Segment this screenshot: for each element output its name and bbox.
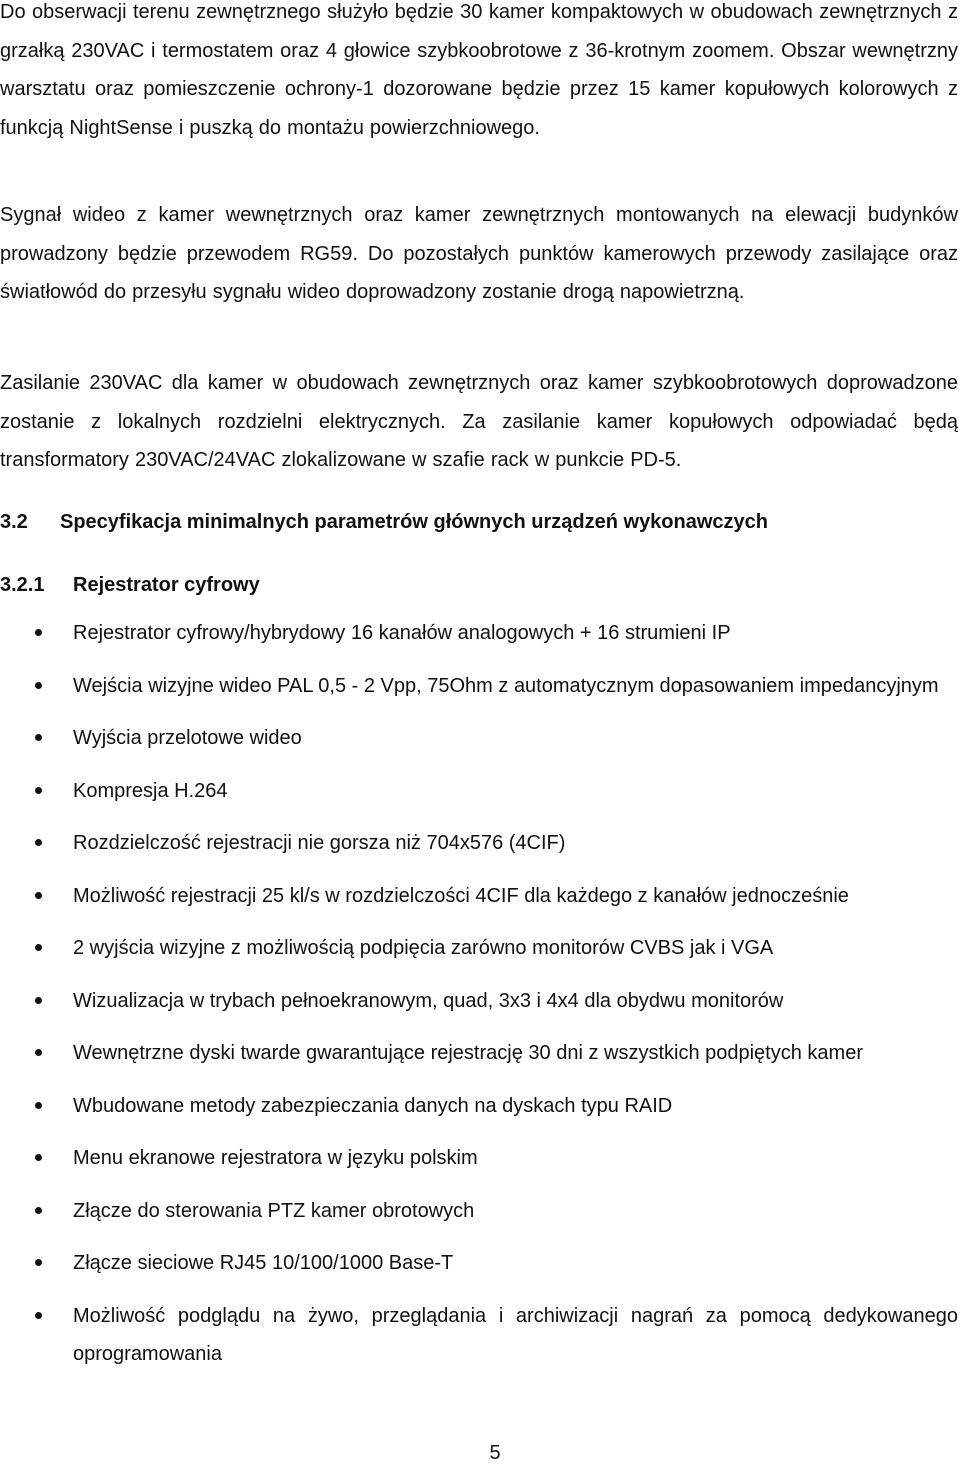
list-item [0, 1244, 958, 1282]
page-number: 5 [489, 1442, 501, 1464]
subsection-number: 3.2.1 [0, 574, 45, 596]
list-item-text: Rozdzielczość rejestracji nie gorsza niż 704x576 (4CIF) [73, 832, 566, 854]
bullet-icon [35, 629, 42, 636]
paragraph-video-signal: Sygnał wideo z kamer wewnętrznych oraz kamer zewnętrznych montowanych na elewacji budynków prowadzony będzie przewodem RG59. Do pozostałych punktów kamerowych przewody zasilające oraz światłowód do przesyłu sygnału wideo doprowadzony zostanie drogą napowietrzną. [0, 204, 958, 303]
list-item [0, 1139, 958, 1177]
list-item [0, 772, 958, 810]
subsection-title: Rejestrator cyfrowy [73, 574, 260, 596]
bullet-icon [35, 734, 42, 741]
list-item-text: 2 wyjścia wizyjne z możliwością podpięcia zarówno monitorów CVBS jak i VGA [73, 937, 774, 959]
list-item-text: Menu ekranowe rejestratora w języku polskim [73, 1147, 478, 1169]
list-item [0, 1034, 958, 1072]
list-item [0, 614, 958, 652]
list-item [0, 1297, 958, 1373]
bullet-icon [35, 997, 42, 1004]
list-item-text: Wewnętrzne dyski twarde gwarantujące rejestrację 30 dni z wszystkich podpiętych kamer [73, 1042, 863, 1064]
bullet-icon [35, 682, 42, 689]
list-item [0, 982, 958, 1020]
list-item-text: Wyjścia przelotowe wideo [73, 727, 302, 749]
section-number: 3.2 [0, 511, 28, 533]
section-title: Specyfikacja minimalnych parametrów głównych urządzeń wykonawczych [60, 511, 769, 533]
bullet-icon [35, 944, 42, 951]
bullet-icon [35, 839, 42, 846]
bullet-icon [35, 787, 42, 794]
section-heading [0, 509, 768, 535]
bullet-icon [35, 892, 42, 899]
spec-bullet-list [0, 614, 958, 1387]
paragraph-camera-overview: Do obserwacji terenu zewnętrznego służyło będzie 30 kamer kompaktowych w obudowach zewnętrznych z grzałką 230VAC i termostatem oraz 4 głowice szybkoobrotowe z 36-krotnym zoomem. Obszar wewnętrzny warsztatu oraz pomieszczenie ochrony-1 dozorowane będzie przez 15 kamer kopułowych kolorowych z funkcją NightSense i puszką do montażu powierzchniowego. [0, 1, 958, 139]
bullet-icon [35, 1312, 42, 1319]
list-item-text: Rejestrator cyfrowy/hybrydowy 16 kanałów analogowych + 16 strumieni IP [73, 622, 731, 644]
bullet-icon [35, 1049, 42, 1056]
bullet-icon [35, 1259, 42, 1266]
list-item-text: Złącze do sterowania PTZ kamer obrotowych [73, 1199, 475, 1222]
list-item-text: Złącze sieciowe RJ45 10/100/1000 Base-T [73, 1252, 454, 1274]
list-item-text: Możliwość podglądu na żywo, przeglądania i archiwizacji nagrań za pomocą dedykowanego oprogramowania [73, 1304, 958, 1365]
list-item-text: Wizualizacja w trybach pełnoekranowym, quad, 3x3 i 4x4 dla obydwu monitorów [73, 989, 784, 1012]
list-item [0, 877, 958, 915]
list-item-text: Wbudowane metody zabezpieczania danych na dyskach typu RAID [73, 1094, 673, 1117]
list-item [0, 1087, 958, 1125]
list-item [0, 667, 958, 705]
bullet-icon [35, 1207, 42, 1214]
list-item-text: Możliwość rejestracji 25 kl/s w rozdzielczości 4CIF dla każdego z kanałów jednocześnie [73, 884, 849, 907]
list-item [0, 929, 958, 967]
list-item-text: Kompresja H.264 [73, 779, 228, 802]
list-item-text: Wejścia wizyjne wideo PAL 0,5 - 2 Vpp, 75Ohm z automatycznym dopasowaniem impedancyjnym [73, 674, 939, 697]
subsection-heading [0, 572, 260, 598]
bullet-icon [35, 1102, 42, 1109]
list-item [0, 824, 958, 862]
list-item [0, 1192, 958, 1230]
list-item [0, 719, 958, 757]
paragraph-power-supply: Zasilanie 230VAC dla kamer w obudowach zewnętrznych oraz kamer szybkoobrotowych doprowadzone zostanie z lokalnych rozdzielni elektrycznych. Za zasilanie kamer kopułowych odpowiadać będą transformatory 230VAC/24VAC zlokalizowane w szafie rack w punkcie PD-5. [0, 372, 958, 471]
bullet-icon [35, 1154, 42, 1161]
